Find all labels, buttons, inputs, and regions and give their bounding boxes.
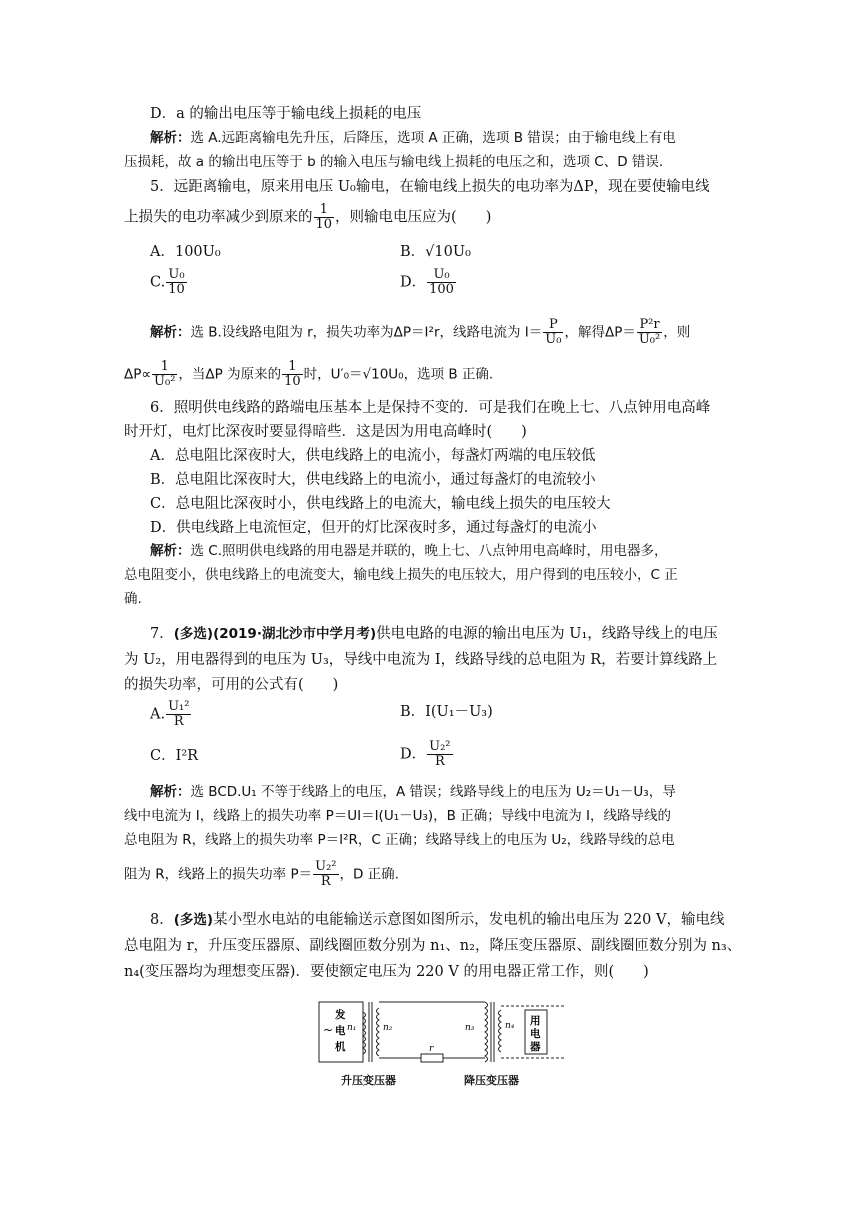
q4-option-d: D．a 的输出电压等于输电线上损耗的电压: [150, 106, 422, 122]
svg-text:电: 电: [335, 1025, 346, 1037]
q7-solution-line-1: 解析：选 BCD.U₁ 不等于线路上的电压，A 错误；线路导线上的电压为 U₂＝U₁－U₃，导: [150, 784, 676, 800]
svg-text:器: 器: [530, 1041, 541, 1053]
svg-text:电: 电: [530, 1028, 541, 1040]
q6-solution-line-1: 解析：选 C.照明供电线路的用电器是并联的，晚上七、八点钟用电高峰时，用电器多，: [150, 543, 668, 559]
q6-stem-line-2: 时开灯，电灯比深夜时要显得暗些．这是因为用电高峰时( ): [124, 424, 527, 440]
q7-solution-line-2: 线中电流为 I，线路上的损失功率 P＝UI＝I(U₁－U₃)，B 正确；导线中电流为 I，线路导线的: [124, 808, 671, 824]
q7-stem-line-2: 为 U₂，用电器得到的电压为 U₃，导线中电流为 I，线路导线的总电阻为 R，若要计算线路上: [124, 652, 718, 668]
q5-solution-line-2: ΔP∝ $\frac{1}{\text{U₀²}}$ ，当ΔP 为原来的 $\frac{1}{10}$ 时，U′₀＝√10U₀，选项 B 正确.: [124, 359, 494, 389]
q5-option-b: B．√10U₀: [400, 244, 471, 260]
q5-stem-line-2: 上损失的电功率减少到原来的 $\frac{1}{10}$ ，则输电电压应为( ): [124, 202, 492, 232]
coil-n4: [499, 1010, 502, 1052]
q6-option-c: C．总电阻比深夜时小，供电线路上的电流大，输电线上损失的电压较大: [150, 496, 611, 512]
load-label: [529, 1014, 541, 1053]
q6-solution-line-3: 确.: [124, 591, 142, 607]
q7-solution-line-3: 总电阻为 R，线路上的损失功率 P＝I²R，C 正确；线路导线上的电压为 U₂，线路导线的总电: [124, 832, 675, 848]
n3-label: n₃: [465, 1023, 475, 1033]
q6-option-b: B．总电阻比深夜时大，供电线路上的电流小，通过每盏灯的电流较小: [150, 472, 596, 488]
r-label: r: [429, 1044, 434, 1054]
q7-option-c: C．I²R: [150, 748, 199, 764]
caption-step-down: 降压变压器: [464, 1074, 519, 1087]
q5-solution-line-1: 解析：选 B.设线路电阻为 r，损失功率为ΔP＝I²r，线路电流为 I＝ $\frac{P}{\text{U₀}}$ ，解得ΔP＝ $\frac{\text{P²r}}{\text{U₀²}}$ ，则: [150, 317, 691, 347]
coil-n3: [485, 1002, 488, 1062]
caption-step-up: 升压变压器: [341, 1074, 396, 1087]
coil-n2: [377, 1008, 380, 1056]
q5-option-a: A．100U₀: [150, 244, 221, 260]
q7-option-d: D． $\frac{\text{U₂²}}{R}$: [400, 739, 451, 769]
q5-option-d: D． $\frac{\text{U₀}}{100}$: [400, 267, 454, 297]
fraction: $\frac{1}{10}$: [315, 202, 333, 232]
svg-text:发: 发: [335, 1009, 346, 1021]
q4-solution-line-2: 压损耗，故 a 的输出电压等于 b 的输入电压与输电线上损耗的电压之和，选项 C、D 错误.: [124, 154, 664, 170]
svg-text:用: 用: [530, 1015, 541, 1027]
q5-option-c: C. $\frac{\text{U₀}}{10}$: [150, 267, 185, 297]
generator-tilde: ~: [323, 1023, 334, 1037]
q4-solution-line-1: 解析：选 A.远距离输电先升压，后降压，选项 A 正确，选项 B 错误；由于输电线上有电: [150, 130, 676, 146]
n1-label: n₁: [347, 1023, 357, 1033]
n4-label: n₄: [505, 1021, 515, 1031]
n2-label: n₂: [383, 1023, 393, 1033]
svg-text:机: 机: [335, 1041, 346, 1053]
q7-stem-line-1: 7．(多选)(2019·湖北沙市中学月考)供电电路的电源的输出电压为 U₁，线路导线上的电压: [150, 626, 718, 642]
q8-stem-line-3: n₄(变压器均为理想变压器)．要使额定电压为 220 V 的用电器正常工作，则( ): [124, 964, 649, 980]
q8-stem-line-1: 8．(多选)某小型水电站的电能输送示意图如图所示，发电机的输出电压为 220 V，输电线: [150, 912, 725, 928]
q7-option-a: A. $\frac{\text{U₁²}}{R}$: [150, 699, 190, 729]
resistor-r: [421, 1054, 443, 1062]
generator-label: [334, 1008, 346, 1053]
q7-option-b: B．I(U₁－U₃): [400, 704, 493, 720]
q6-solution-line-2: 总电阻变小，供电线路上的电流变大，输电线上损失的电压较大，用户得到的电压较小，C 正: [124, 567, 678, 583]
q7-stem-line-3: 的损失功率，可用的公式有( ): [124, 677, 339, 693]
q7-solution-line-4: 阻为 R，线路上的损失功率 P＝ $\frac{\text{U₂²}}{R}$ ，D 正确.: [124, 859, 399, 889]
q6-option-d: D．供电线路上电流恒定，但开的灯比深夜时多，通过每盏灯的电流小: [150, 520, 597, 536]
q6-stem-line-1: 6．照明供电线路的路端电压基本上是保持不变的．可是我们在晚上七、八点钟用电高峰: [150, 400, 711, 416]
q5-stem-line-1: 5．远距离输电，原来用电压 U₀输电，在输电线上损失的电功率为ΔP，现在要使输电线: [150, 179, 710, 195]
q6-option-a: A．总电阻比深夜时大，供电线路上的电流小，每盏灯两端的电压较低: [150, 448, 596, 464]
q8-stem-line-2: 总电阻为 r，升压变压器原、副线圈匝数分别为 n₁、n₂，降压变压器原、副线圈匝数分别为 n₃、: [124, 938, 742, 954]
